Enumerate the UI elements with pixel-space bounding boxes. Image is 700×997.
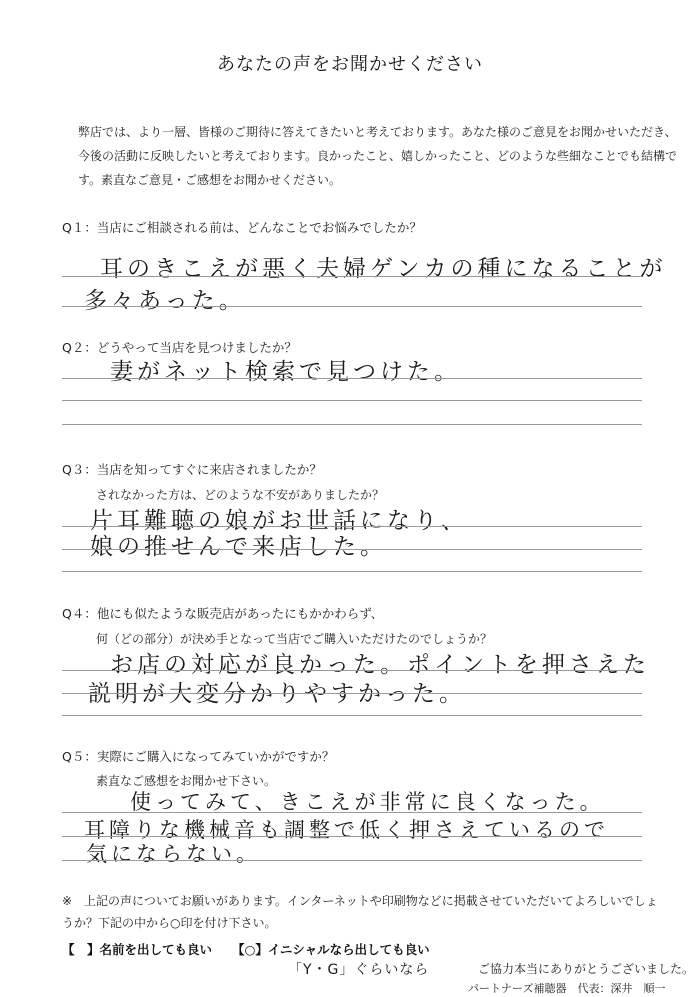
q1-answer-line2: 多々あった。 [84, 288, 246, 314]
q4-answer-line2: 説明が大変分かりやすかった。 [88, 681, 466, 707]
q4-answer-line1: お店の対応が良かった。ポイントを押さえた [110, 652, 650, 678]
footer-signature: パートナーズ補聴器 代表：深井 順一 [468, 982, 666, 995]
q5-rule-1 [62, 812, 642, 813]
q5-answer-line1: 使ってみて、きこえが非常に良くなった。 [130, 790, 605, 814]
q2-label: Q２：どうやって当店を見つけましたか？ [62, 340, 297, 355]
q2-rule-2 [62, 400, 642, 401]
publication-note: ※ 上記の声についてお願いがあります。インターネットや印刷物などに掲載させていただいてよろしいでしょうか？下記の中から○印を付け下さい。 [62, 894, 658, 930]
q3-rule-3 [62, 571, 642, 572]
thanks-text: ご協力本当にありがとうございました。 [478, 962, 695, 976]
q1-rule-2 [62, 306, 642, 307]
q5-rule-2 [62, 836, 642, 837]
intro-text: 弊店では、より一層、皆様のご期待に答えてきたいと考えております。あなた様のご意見をお聞かせいただき、今後の活動に反映したいと考えております。良かったこと、嬉しかったこと、どのような些細なことでも結構です。素直なご意見・ご感想をお聞かせください。 [78, 125, 678, 187]
q4-label: Q４：他にも似たような販売店があったにもかかわらず、 [62, 606, 384, 621]
q3-rule-1 [62, 526, 642, 527]
page-title: あなたの声をお聞かせください [217, 54, 483, 75]
q4-rule-3 [62, 715, 642, 716]
q2-rule-1 [62, 378, 642, 379]
q1-rule-1 [62, 276, 642, 277]
q1-label: Q１：当店にご相談される前は、どんなことでお悩みでしたか？ [62, 220, 422, 235]
q4-sublabel: 何（どの部分）が決め手となって当店でご購入いただけたのでしょうか？ [96, 632, 493, 646]
q5-answer-line3: 気にならない。 [86, 842, 261, 866]
q5-answer-line2: 耳障りな機械音も調整で低く押さえているので [84, 818, 609, 842]
q4-rule-1 [62, 670, 642, 671]
q5-label: Q５：実際にご購入になってみていかがですか？ [62, 749, 335, 764]
option-handwritten-note: 「Y・G」ぐらいなら [288, 962, 430, 978]
q3-answer-line1: 片耳難聴の娘がお世話になり、 [90, 508, 468, 534]
q3-label: Q３：当店を知ってすぐに来店されましたか？ [62, 462, 322, 477]
q3-sublabel: されなかった方は、どのような不安がありましたか？ [96, 488, 385, 502]
q1-answer-line1: 耳のきこえが悪く夫婦ゲンカの種になることが [100, 256, 667, 282]
q2-answer-line1: 妻がネット検索で見つけた。 [110, 359, 461, 385]
q3-answer-line2: 娘の推せんで来店した。 [90, 534, 387, 560]
q5-sublabel: 素直なご感想をお聞かせ下さい。 [96, 774, 277, 788]
q4-rule-2 [62, 693, 642, 694]
q5-rule-3 [62, 860, 642, 861]
option-initials-ok[interactable]: 【○】イニシャルなら出しても良い [232, 942, 430, 957]
option-name-ok[interactable]: 【 】名前を出しても良い [62, 942, 213, 957]
q2-rule-3 [62, 424, 642, 425]
q3-rule-2 [62, 549, 642, 550]
